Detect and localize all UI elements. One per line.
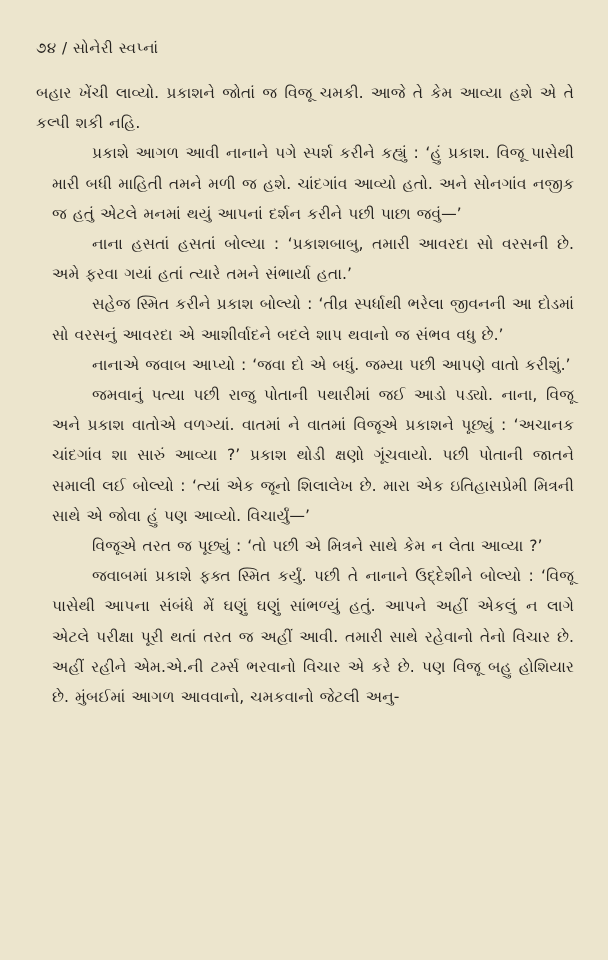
paragraph: નાનાએ જવાબ આપ્યો : ‘જવા દો એ બધું. જમ્યા પછી આપણે વાતો કરીશું.’ (92, 355, 571, 374)
paragraph: વિજૂએ તરત જ પૂછ્યું : ‘તો પછી એ મિત્રને સાથે કેમ ન લેતા આવ્યા ?’ (92, 537, 543, 556)
paragraph: જમવાનું પત્યા પછી રાજુ પોતાની પથારીમાં જઈ આડો પડ્યો. નાના, વિજૂ અને પ્રકાશ વાતોએ વળગ્યાં. વાતમાં ને વાતમાં વિજૂએ પ્રકાશને પૂછ્યું : ‘અચાનક ચાંદગાંવ શા સારું આવ્યા ?’ પ્રકાશ થોડી ક્ષણો ગૂંચવાયો. પછી પોતાની જાતને સમાલી લઈ બોલ્યો : ‘ત્યાં એક જૂનો શિલાલેખ છે. મારા એક ઇતિહાસપ્રેમી મિત્રની સાથે એ જોવા હું પણ આવ્યો. વિચાર્યું—’ (52, 386, 574, 525)
page-header: ૭૪ / સોનેરી સ્વપ્નાં (36, 39, 159, 57)
paragraph: નાના હસતાં હસતાં બોલ્યા : ‘પ્રકાશબાબુ, તમારી આવરદા સો વરસની છે. અમે ફરવા ગયાં હતાં ત્યારે તમને સંભાર્યા હતા.’ (52, 235, 574, 284)
paragraph: સહેજ સ્મિત કરીને પ્રકાશ બોલ્યો : ‘તીવ્ર સ્પર્ધાથી ભરેલા જીવનની આ દોડમાં સો વરસનું આવરદા એ આશીર્વાદને બદલે શાપ થવાનો જ સંભવ વધુ છે.’ (52, 295, 574, 344)
paragraph: પ્રકાશે આગળ આવી નાનાને પગે સ્પર્શ કરીને કહ્યું : ‘હું પ્રકાશ. વિજૂ પાસેથી મારી બધી માહિતી તમને મળી જ હશે. ચાંદગાંવ આવ્યો હતો. અને સોનગાંવ નજીક જ હતું એટલે મનમાં થયું આપનાં દર્શન કરીને પછી પાછા જવું—’ (52, 144, 574, 223)
paragraph: બહાર ખેંચી લાવ્યો. પ્રકાશને જોતાં જ વિજૂ ચમકી. આજે તે કેમ આવ્યા હશે એ તે કલ્પી શકી નહિ. (36, 84, 574, 133)
paragraph: જવાબમાં પ્રકાશે ફક્ત સ્મિત કર્યું. પછી તે નાનાને ઉદ્દેશીને બોલ્યો : ‘વિજૂ પાસેથી આપના સંબંધે મેં ઘણું ઘણું સાંભળ્યું હતું. આપને અહીં એકલું ન લાગે એટલે પરીક્ષા પૂરી થતાં તરત જ અહીં આવી. તમારી સાથે રહેવાનો તેનો વિચાર છે. અહીં રહીને એમ.એ.ની ટર્મ્સ ભરવાનો વિચાર એ કરે છે. પણ વિજૂ બહુ હોશિયાર છે. મુંબઈમાં આગળ આવવાનો, ચમકવાનો જેટલી અનુ- (52, 567, 574, 707)
